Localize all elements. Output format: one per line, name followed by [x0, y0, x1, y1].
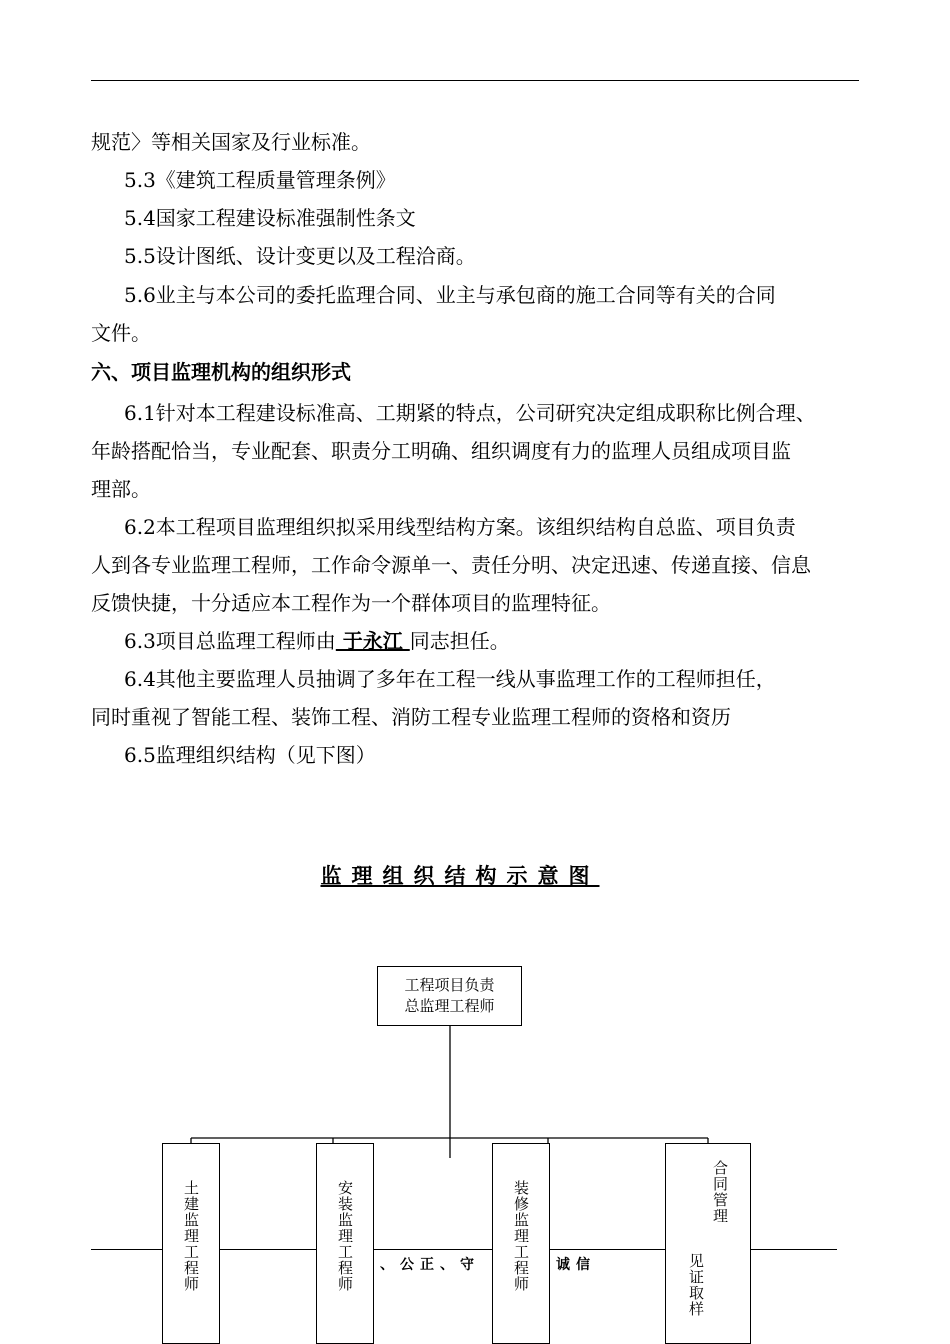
box-label-col1: 合同管理	[711, 1160, 729, 1224]
list-item-5-4: 5.4国家工程建设标准强制性条文	[124, 206, 416, 230]
text-line: 理部。	[91, 477, 151, 501]
text-fragment: 同志担任。	[409, 629, 510, 653]
box-label: 装修监理工程师	[512, 1180, 530, 1292]
list-item-5-6: 5.6业主与本公司的委托监理合同、业主与承包商的施工合同等有关的合同	[124, 283, 776, 307]
text-line: 规范〉等相关国家及行业标准。	[91, 130, 371, 154]
list-item-6-2: 6.2本工程项目监理组织拟采用线型结构方案。该组织结构自总监、项目负责	[124, 515, 796, 539]
list-item-5-5: 5.5设计图纸、设计变更以及工程洽商。	[124, 244, 476, 268]
box-label-col2: 见证取样	[687, 1253, 705, 1317]
text-line: 同时重视了智能工程、装饰工程、消防工程专业监理工程师的资格和资历	[91, 705, 731, 729]
contract-management-box	[665, 1143, 751, 1344]
list-item-6-5: 6.5监理组织结构（见下图）	[124, 743, 376, 767]
org-chart-title: 监理组织结构示意图	[320, 864, 600, 888]
list-item-5-3: 5.3《建筑工程质量管理条例》	[124, 168, 396, 192]
installation-engineer-box	[316, 1143, 374, 1344]
chief-engineer-name: 于永江	[335, 629, 410, 653]
text-line: 文件。	[91, 321, 151, 345]
footer-motto-right: 诚信	[556, 1257, 596, 1273]
chief-supervisor-box	[377, 966, 522, 1026]
list-item-6-4: 6.4其他主要监理人员抽调了多年在工程一线从事监理工作的工程师担任，	[124, 667, 776, 691]
civil-engineer-box	[162, 1143, 220, 1344]
box-line: 总监理工程师	[404, 997, 495, 1015]
text-fragment: 6.3项目总监理工程师由	[124, 629, 336, 653]
section-heading: 六、项目监理机构的组织形式	[91, 360, 351, 384]
text-line: 人到各专业监理工程师，工作命令源单一、责任分明、决定迅速、传递直接、信息	[91, 553, 811, 577]
box-label: 安装监理工程师	[336, 1180, 354, 1292]
text-line: 反馈快捷，十分适应本工程作为一个群体项目的监理特征。	[91, 591, 611, 615]
decoration-engineer-box	[492, 1143, 550, 1344]
box-line: 工程项目负责	[404, 976, 495, 994]
footer-motto-left: 、公正、守	[380, 1257, 480, 1273]
text-line: 年龄搭配恰当，专业配套、职责分工明确、组织调度有力的监理人员组成项目监	[91, 439, 791, 463]
box-label: 土建监理工程师	[182, 1180, 200, 1292]
list-item-6-1: 6.1针对本工程建设标准高、工期紧的特点，公司研究决定组成职称比例合理、	[124, 401, 816, 425]
